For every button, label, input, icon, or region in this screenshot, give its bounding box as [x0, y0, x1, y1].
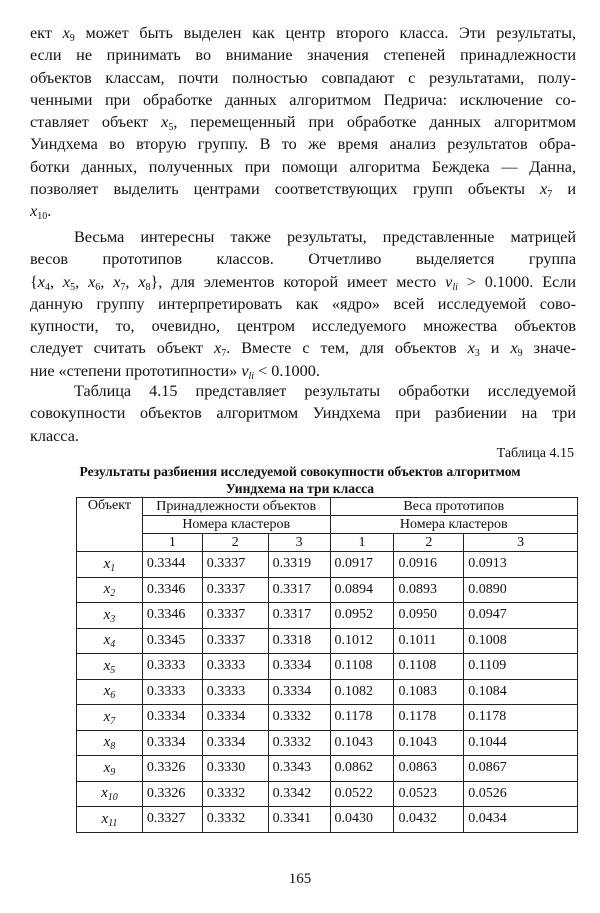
table-row	[77, 756, 578, 782]
cluster-label: 2	[202, 534, 268, 552]
value-cell: 0.0862	[330, 756, 394, 782]
value-cell: 0.0890	[464, 577, 578, 603]
value-cell: 0.3345	[142, 628, 202, 654]
text-line: купности, то, очевидно, центром исследуемого множества объектов	[30, 317, 576, 336]
object-cell	[77, 705, 143, 731]
table-row	[77, 628, 578, 654]
text-line: объектов классам, почти полностью совпадают с результатами, полу-	[30, 68, 576, 87]
cluster-label: 3	[268, 534, 330, 552]
cluster-label: 3	[464, 534, 578, 552]
object-index: 9	[110, 766, 116, 778]
value-cell: 0.3337	[202, 603, 268, 629]
object-cell	[77, 756, 143, 782]
table-row	[77, 679, 578, 705]
value-cell: 0.0522	[330, 781, 394, 807]
object-symbol: x	[101, 785, 108, 802]
table-body	[77, 552, 578, 833]
value-cell: 0.1178	[394, 705, 464, 731]
value-cell: 0.0523	[394, 781, 464, 807]
text-line: Уиндхема во вторую группу. В то же время анализ результатов обра-	[30, 135, 576, 154]
cluster-numbers-header: Номера кластеров	[142, 516, 330, 534]
value-cell: 0.1108	[330, 654, 394, 680]
text-line: следует считать объект $x_7$. Вместе с тем, для объектов $x_3$ и $x_9$ значе-	[30, 339, 576, 360]
value-cell: 0.3332	[202, 807, 268, 833]
value-cell: 0.3341	[268, 807, 330, 833]
cluster-label: 1	[330, 534, 394, 552]
text-line: совокупности объектов алгоритмом Уиндхема при разбиении на три	[30, 404, 576, 423]
text-line: $x_{10}$.	[30, 202, 52, 223]
value-cell: 0.3333	[202, 654, 268, 680]
table-row	[77, 552, 578, 578]
value-cell: 0.3333	[142, 679, 202, 705]
value-cell: 0.0952	[330, 603, 394, 629]
value-cell: 0.0867	[464, 756, 578, 782]
value-cell: 0.0893	[394, 577, 464, 603]
object-header: Объект	[77, 498, 143, 552]
text-line: Таблица 4.15 представляет результаты обработки исследуемой	[74, 382, 576, 400]
object-cell	[77, 577, 143, 603]
value-cell: 0.3319	[268, 552, 330, 578]
value-cell: 0.0916	[394, 552, 464, 578]
value-cell: 0.1008	[464, 628, 578, 654]
page-number: 165	[288, 871, 312, 887]
object-index: 6	[110, 690, 116, 702]
object-symbol: x	[103, 606, 111, 623]
value-cell: 0.1082	[330, 679, 394, 705]
table-row	[77, 577, 578, 603]
text-line: данную группу интерпретировать как «ядро» всей исследуемой сово-	[30, 294, 576, 313]
value-cell: 0.0947	[464, 603, 578, 629]
object-symbol: x	[103, 683, 111, 700]
value-cell: 0.1012	[330, 628, 394, 654]
object-symbol: x	[103, 708, 111, 725]
paragraph-1	[30, 22, 576, 223]
value-cell: 0.1011	[394, 628, 464, 654]
object-index: 10	[107, 792, 118, 804]
cluster-numbers-header: Номера кластеров	[330, 516, 577, 534]
value-cell: 0.3330	[202, 756, 268, 782]
value-cell: 0.0430	[330, 807, 394, 833]
value-cell: 0.1044	[464, 730, 578, 756]
value-cell: 0.3318	[268, 628, 330, 654]
value-cell: 0.3334	[268, 679, 330, 705]
table-row	[77, 705, 578, 731]
value-cell: 0.3326	[142, 781, 202, 807]
object-cell	[77, 679, 143, 705]
membership-header: Принадлежности объектов	[142, 498, 330, 516]
value-cell: 0.3333	[202, 679, 268, 705]
paragraph-2	[30, 226, 576, 382]
object-symbol: x	[103, 555, 111, 572]
object-cell	[77, 807, 143, 833]
text-line: ботки данных, полученных при помощи алгоритма Беждека — Данна,	[30, 157, 576, 176]
table-caption-line-2: Уиндхема на три класса	[225, 481, 375, 496]
object-index: 1	[110, 562, 116, 574]
object-symbol: x	[103, 657, 111, 674]
object-index: 2	[110, 588, 116, 600]
object-index: 11	[108, 817, 118, 829]
table-row	[77, 603, 578, 629]
value-cell: 0.3317	[268, 603, 330, 629]
object-cell	[77, 628, 143, 654]
value-cell: 0.1178	[464, 705, 578, 731]
table-row	[77, 807, 578, 833]
value-cell: 0.0526	[464, 781, 578, 807]
text-line: Весьма интересны также результаты, представленные матрицей	[74, 228, 576, 246]
object-cell	[77, 603, 143, 629]
value-cell: 0.3346	[142, 577, 202, 603]
value-cell: 0.3334	[142, 705, 202, 731]
value-cell: 0.3332	[202, 781, 268, 807]
text-line: если не принимать во внимание значения степеней принадлежности	[30, 46, 576, 65]
object-cell	[77, 654, 143, 680]
value-cell: 0.3334	[202, 730, 268, 756]
object-cell	[77, 781, 143, 807]
value-cell: 0.3342	[268, 781, 330, 807]
value-cell: 0.1178	[330, 705, 394, 731]
value-cell: 0.3332	[268, 705, 330, 731]
text-line: {$x_4$, $x_5$, $x_6$, $x_7$, $x_8$}, для элементов которой имеет место $\nu_{li} > 0.1000$. Если	[30, 272, 577, 293]
value-cell: 0.3334	[142, 730, 202, 756]
object-index: 3	[110, 613, 116, 625]
value-cell: 0.3317	[268, 577, 330, 603]
value-cell: 0.3346	[142, 603, 202, 629]
results-table	[76, 497, 578, 833]
value-cell: 0.3333	[142, 654, 202, 680]
object-symbol: x	[101, 810, 109, 827]
object-cell	[77, 552, 143, 578]
value-cell: 0.0894	[330, 577, 394, 603]
object-index: 7	[110, 715, 116, 727]
value-cell: 0.1043	[394, 730, 464, 756]
value-cell: 0.3327	[142, 807, 202, 833]
cluster-label: 1	[142, 534, 202, 552]
object-symbol: x	[103, 581, 111, 598]
table-caption-line-1: Результаты разбиения исследуемой совокупности объектов алгоритмом	[79, 464, 521, 479]
value-cell: 0.3337	[202, 577, 268, 603]
value-cell: 0.0917	[330, 552, 394, 578]
value-cell: 0.0434	[464, 807, 578, 833]
value-cell: 0.0913	[464, 552, 578, 578]
value-cell: 0.3344	[142, 552, 202, 578]
text-line: класса.	[30, 426, 79, 445]
object-index: 4	[110, 639, 116, 651]
text-line: ченными при обработке данных алгоритмом Педрича: исключение со-	[30, 90, 576, 109]
value-cell: 0.1043	[330, 730, 394, 756]
object-symbol: x	[103, 632, 111, 649]
object-index: 8	[110, 741, 116, 753]
cluster-label: 2	[394, 534, 464, 552]
table-label: Таблица 4.15	[496, 446, 574, 461]
value-cell: 0.3343	[268, 756, 330, 782]
object-index: 5	[110, 664, 116, 676]
value-cell: 0.3334	[268, 654, 330, 680]
table-row	[77, 654, 578, 680]
value-cell: 0.0863	[394, 756, 464, 782]
table-row	[77, 730, 578, 756]
value-cell: 0.0432	[394, 807, 464, 833]
object-symbol: x	[103, 759, 111, 776]
object-cell	[77, 730, 143, 756]
text-line: ект $x_9$ может быть выделен как центр второго класса. Эти результаты,	[30, 24, 576, 44]
value-cell: 0.3337	[202, 552, 268, 578]
table-row	[77, 781, 578, 807]
value-cell: 0.3326	[142, 756, 202, 782]
value-cell: 0.1109	[464, 654, 578, 680]
text-line: ставляет объект $x_5$, перемещенный при обработке данных алгоритмом	[30, 113, 576, 134]
value-cell: 0.3334	[202, 705, 268, 731]
text-line: весов прототипов классов. Отчетливо выделяется группа	[30, 250, 576, 269]
text-line: позволяет выделить центрами соответствующих групп объекты $x_7$ и	[30, 180, 576, 201]
paragraph-3	[30, 380, 576, 447]
object-symbol: x	[103, 734, 111, 751]
value-cell: 0.0950	[394, 603, 464, 629]
value-cell: 0.1108	[394, 654, 464, 680]
value-cell: 0.3337	[202, 628, 268, 654]
value-cell: 0.1084	[464, 679, 578, 705]
value-cell: 0.3332	[268, 730, 330, 756]
value-cell: 0.1083	[394, 679, 464, 705]
text-line: ние «степени прототипности» $\nu_{li} < 0.1000$.	[30, 361, 320, 382]
prototype-weights-header: Веса прототипов	[330, 498, 577, 516]
